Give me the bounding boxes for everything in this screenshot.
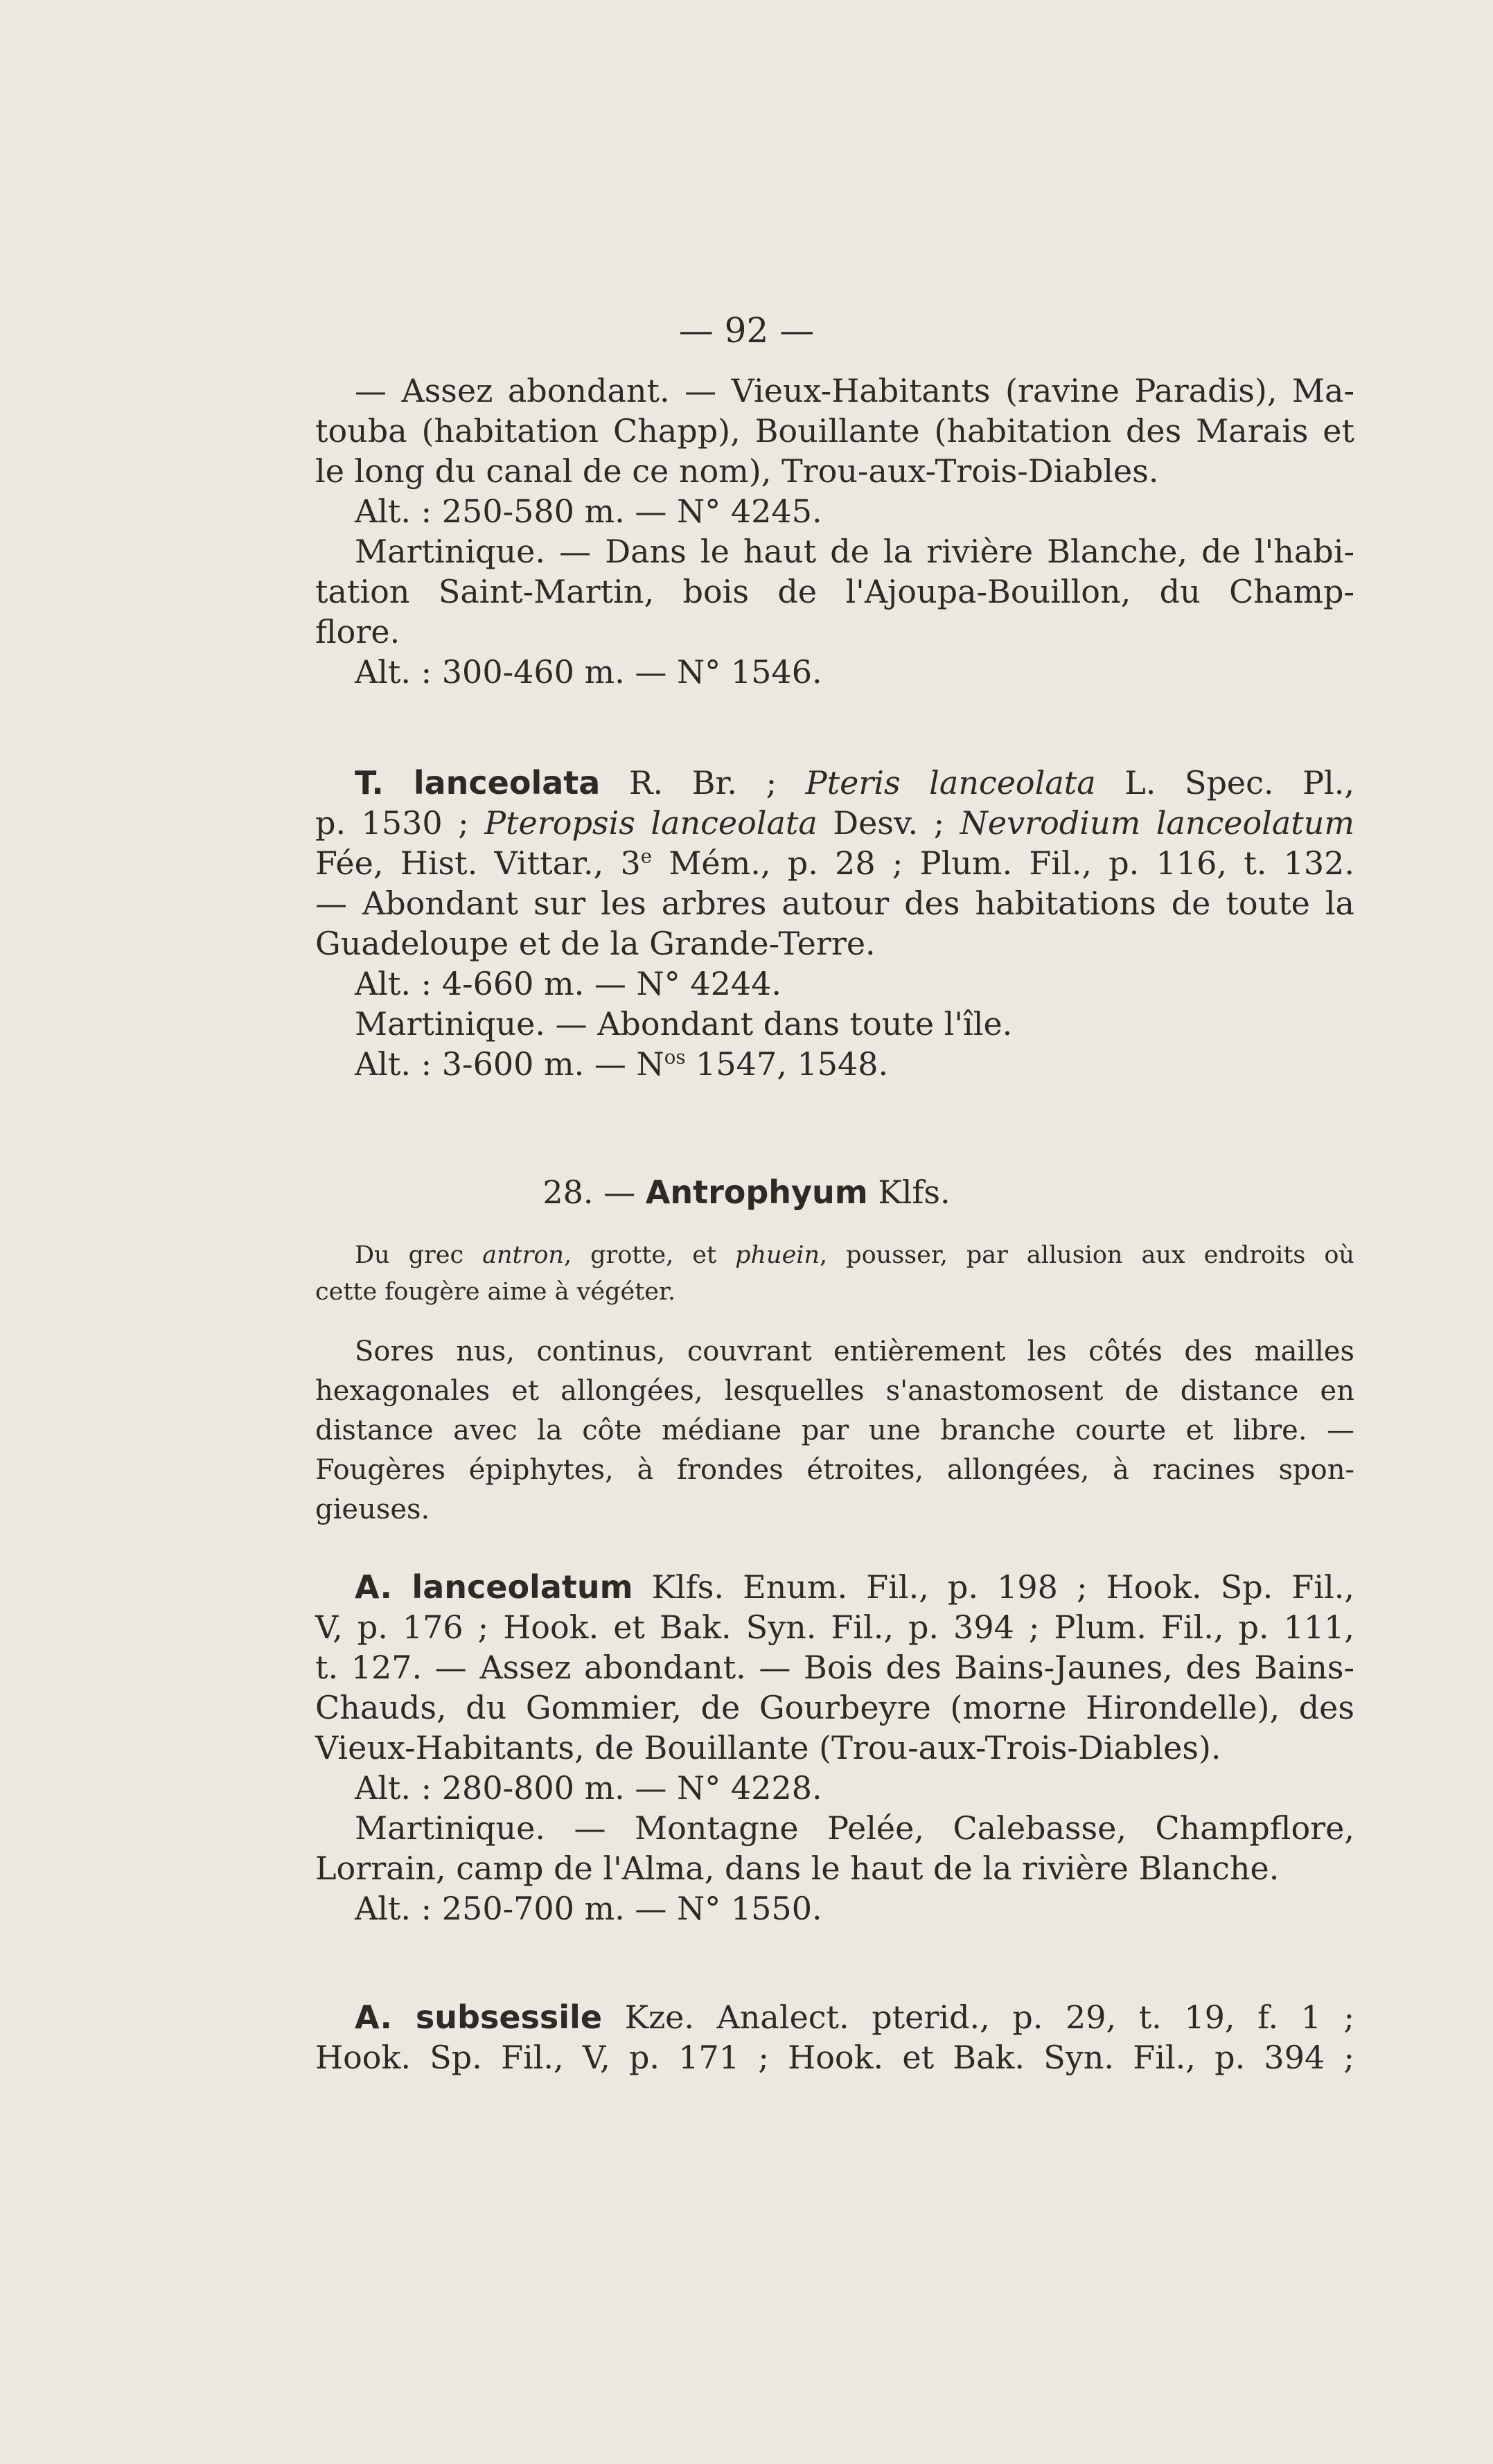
text-line: Chauds, du Gommier, de Gourbeyre (morne Hirondelle), des <box>315 1689 1354 1726</box>
text-line: Fougères épiphytes, à frondes étroites, allongées, à racines spon- <box>315 1454 1354 1486</box>
text-line: touba (habitation Chapp), Bouillante (habitation des Marais et <box>315 412 1354 450</box>
synonym: Nevrodium lanceolatum <box>960 804 1355 842</box>
text-line: le long du canal de ce nom), Trou-aux-Trois-Diables. <box>315 452 1159 490</box>
text-line: Martinique. — Abondant dans toute l'île. <box>355 1005 1013 1043</box>
text-line: Martinique. — Montagne Pelée, Calebasse, Champflore, <box>355 1809 1354 1847</box>
text-line: cette fougère aime à végéter. <box>315 1278 676 1306</box>
text-line: tation Saint-Martin, bois de l'Ajoupa-Bouillon, du Champ- <box>315 573 1354 610</box>
species-name: A. subsessile <box>355 1998 603 2036</box>
species-line: T. lanceolata R. Br. ; Pteris lanceolata L. Spec. Pl., <box>355 764 1354 801</box>
species-line: A. lanceolatum Klfs. Enum. Fil., p. 198 ; Hook. Sp. Fil., <box>355 1568 1354 1606</box>
text-line: — Assez abondant. — Vieux-Habitants (ravine Paradis), Ma- <box>355 372 1354 409</box>
text-line: Alt. : 280-800 m. — N° 4228. <box>355 1769 822 1807</box>
page-number: — 92 — <box>678 310 815 351</box>
text-line: — Abondant sur les arbres autour des habitations de toute la <box>315 885 1354 922</box>
text-line: Sores nus, continus, couvrant entièrement les côtés des mailles <box>355 1336 1354 1367</box>
text-line: t. 127. — Assez abondant. — Bois des Bains-Jaunes, des Bains- <box>315 1649 1354 1686</box>
text-line: Lorrain, camp de l'Alma, dans le haut de la rivière Blanche. <box>315 1850 1280 1887</box>
text-line: Alt. : 250-700 m. — N° 1550. <box>355 1890 822 1927</box>
genus-heading: 28. — Antrophyum Klfs. <box>542 1173 951 1211</box>
text-line: flore. <box>315 613 400 650</box>
text-line: Alt. : 250-580 m. — N° 4245. <box>355 493 822 530</box>
text-line: p. 1530 ; Pteropsis lanceolata Desv. ; Nevrodium lanceolatum <box>315 804 1355 842</box>
text-line: hexagonales et allongées, lesquelles s'anastomosent de distance en <box>315 1375 1354 1407</box>
text-line: Alt. : 4-660 m. — N° 4244. <box>355 965 782 1002</box>
text-line: distance avec la côte médiane par une branche courte et libre. — <box>315 1415 1354 1446</box>
text-line: Guadeloupe et de la Grande-Terre. <box>315 925 876 962</box>
text-line: Fée, Hist. Vittar., 3e Mém., p. 28 ; Plum. Fil., p. 116, t. 132. <box>315 844 1354 882</box>
text-line: Alt. : 3-600 m. — $N^{os}$ 1547, 1548. <box>355 1045 889 1083</box>
text-line: Du grec antron, grotte, et phuein, pousser, par allusion aux endroits où <box>355 1241 1354 1269</box>
synonym: Pteris lanceolata <box>805 764 1096 801</box>
genus-name: Antrophyum <box>645 1173 868 1211</box>
species-name: T. lanceolata <box>355 764 601 801</box>
species-line: A. subsessile Kze. Analect. pterid., p. 29, t. 19, f. 1 ; <box>355 1998 1354 2036</box>
text-line: gieuses. <box>315 1494 430 1525</box>
text-line: V, p. 176 ; Hook. et Bak. Syn. Fil., p. 394 ; Plum. Fil., p. 111, <box>315 1608 1354 1646</box>
text-line: Hook. Sp. Fil., V, p. 171 ; Hook. et Bak. Syn. Fil., p. 394 ; <box>315 2039 1354 2076</box>
text-line: Vieux-Habitants, de Bouillante (Trou-aux-Trois-Diables). <box>315 1729 1221 1766</box>
text-line: Alt. : 300-460 m. — N° 1546. <box>355 653 822 691</box>
text-line: Martinique. — Dans le haut de la rivière Blanche, de l'habi- <box>355 533 1354 570</box>
species-name: A. lanceolatum <box>355 1568 633 1606</box>
synonym: Pteropsis lanceolata <box>484 804 818 842</box>
